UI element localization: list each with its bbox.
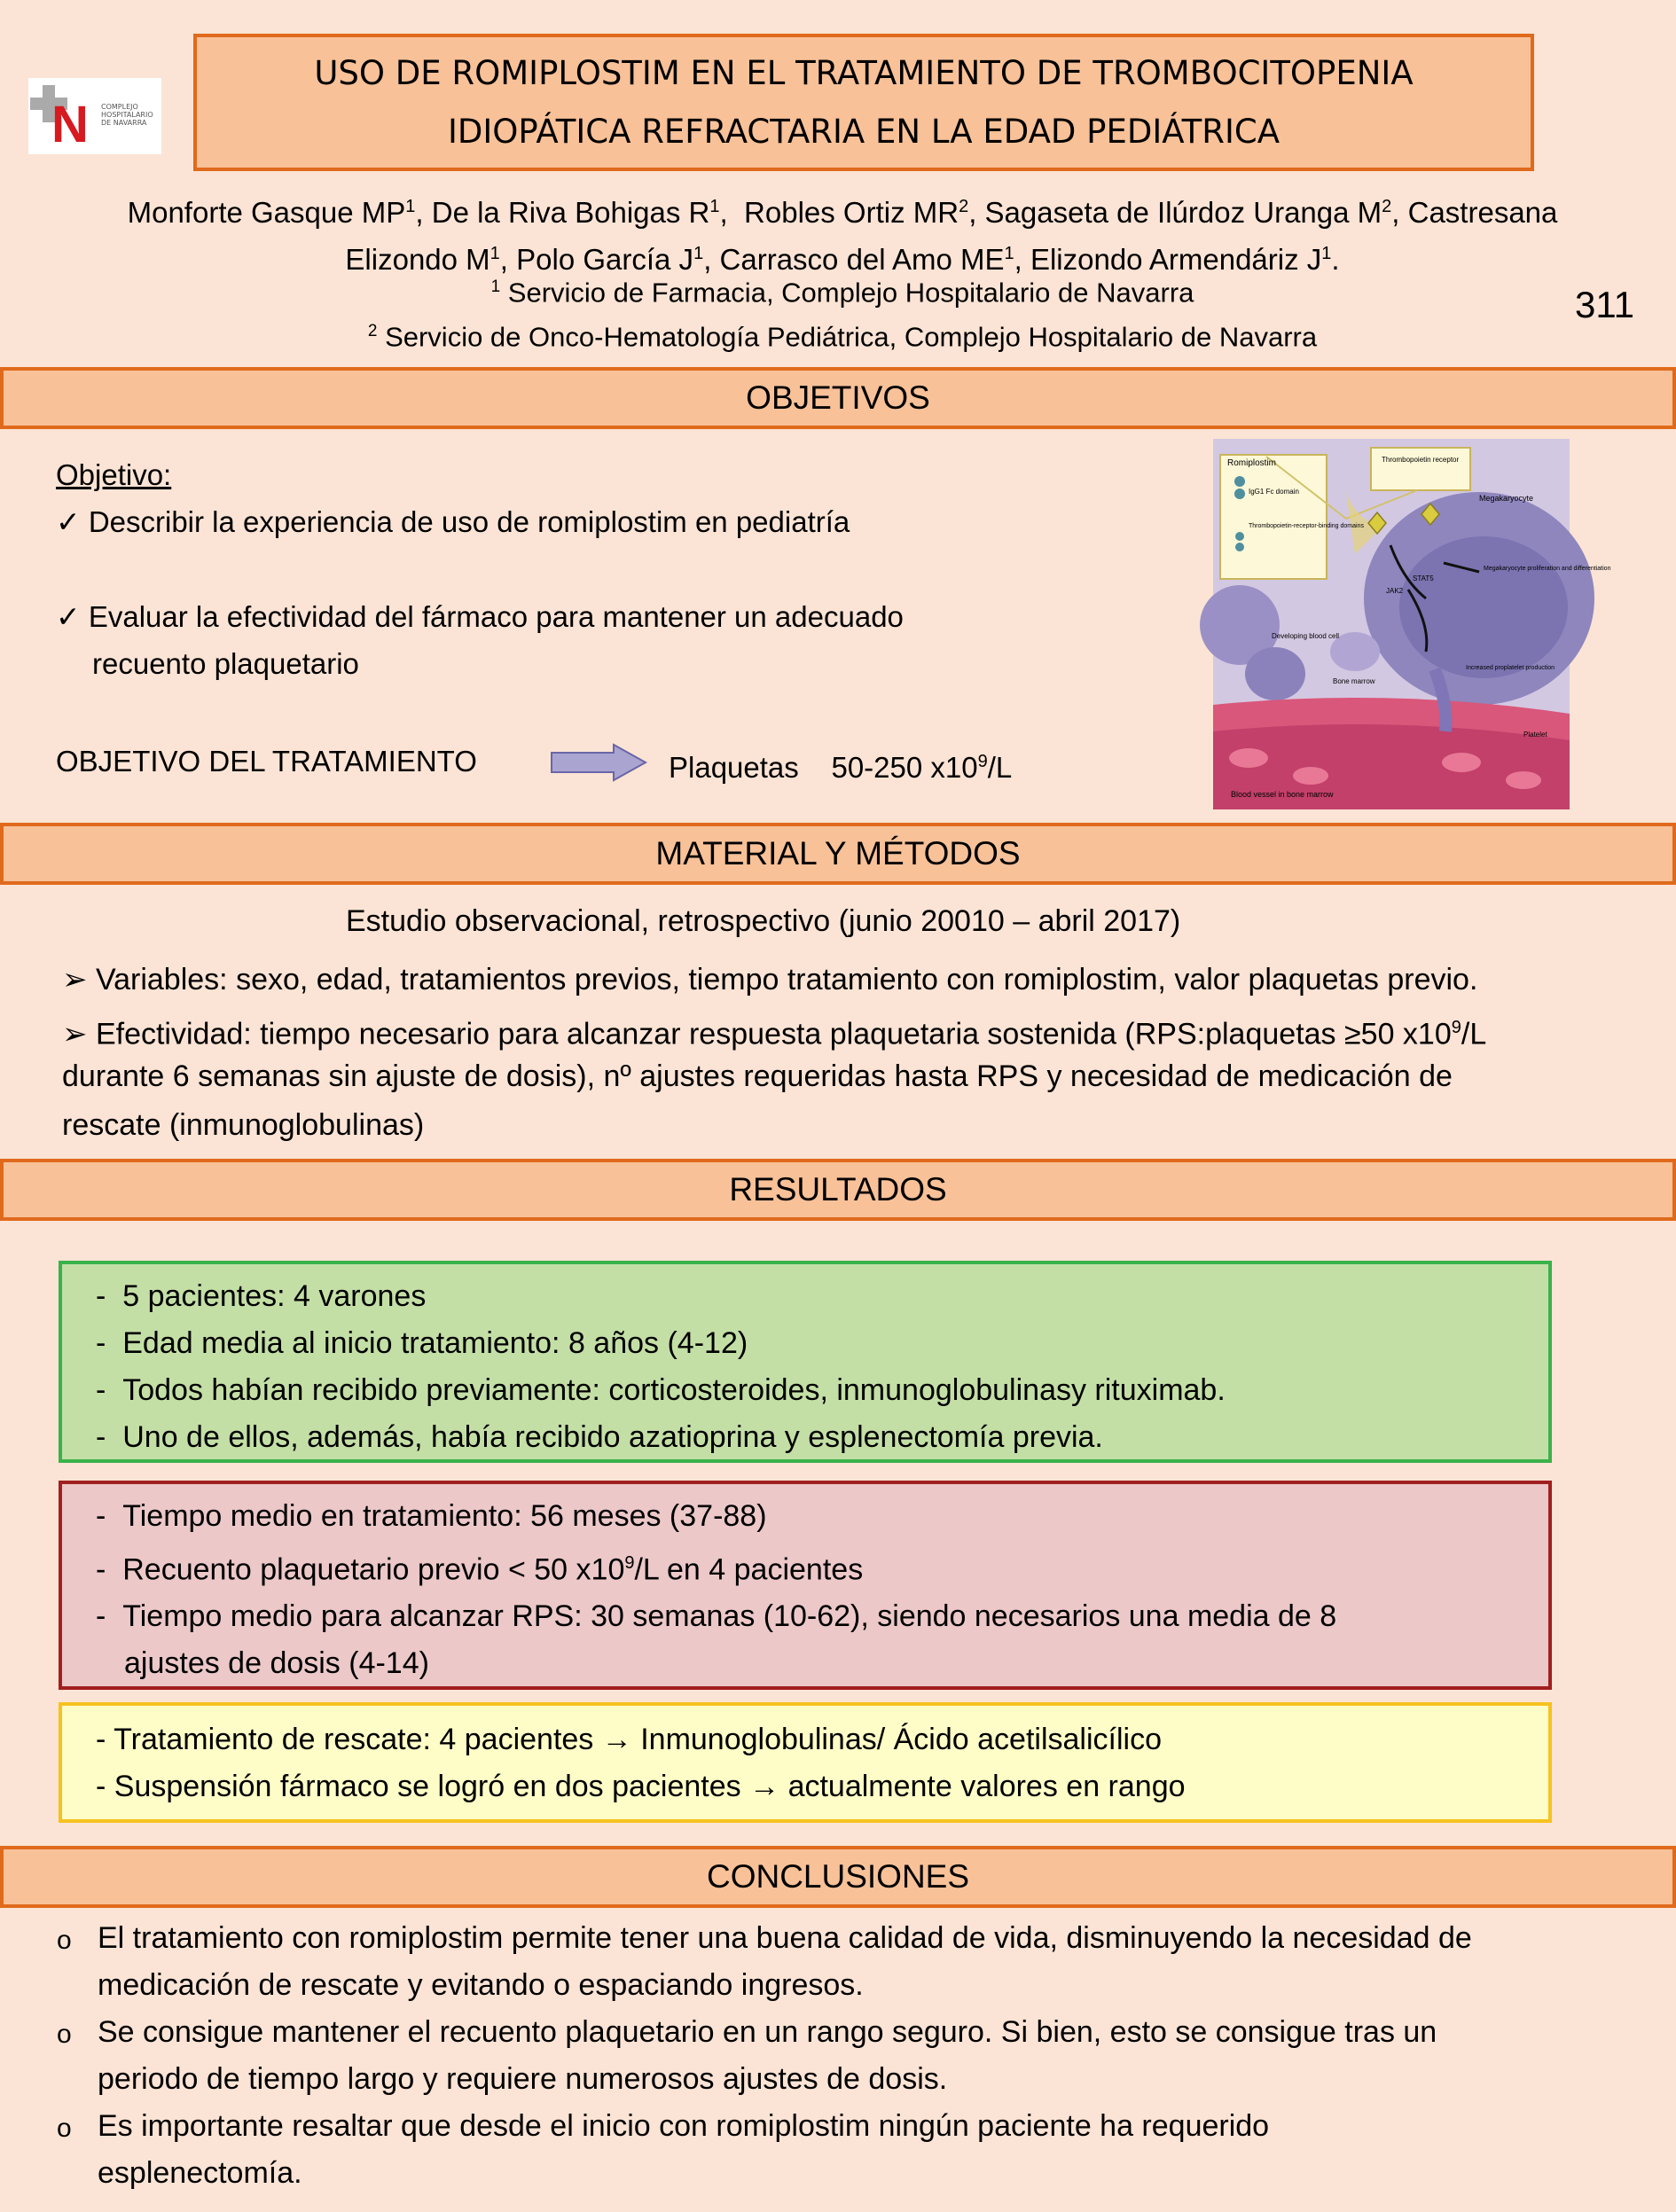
affiliation-line	[124, 312, 1561, 356]
result-age	[96, 1320, 1548, 1367]
authors-list	[124, 186, 1561, 280]
figure-label-megakaryocyte: Megakaryocyte	[1479, 494, 1534, 503]
right-arrow-icon: →	[749, 1770, 780, 1803]
author-affiliation-number: 1	[489, 244, 500, 263]
check-icon: ✓	[56, 600, 81, 633]
result-rps-time-text: Tiempo medio para alcanzar RPS: 30 semanas (10-62), siendo necesarios una media de 8	[122, 1599, 1337, 1634]
methods-variables	[62, 956, 1477, 1004]
circle-bullet-icon: o	[57, 1926, 72, 1955]
result-patients	[96, 1273, 1548, 1320]
check-icon: ✓	[56, 505, 81, 538]
author-separator: ,	[703, 243, 720, 276]
conclusions-list	[0, 1915, 1676, 2199]
arrow-bullet-icon: ➢	[62, 1017, 88, 1051]
author-name: Castresana Elizondo M	[345, 196, 1558, 276]
result-splenectomy-text: Uno de ellos, además, había recibido azatioprina y esplenectomía previa.	[122, 1420, 1103, 1454]
conclusion-3-cont: esplenectomía.	[98, 2156, 302, 2190]
result-treatment-time-text: Tiempo medio en tratamiento: 56 meses (37-88)	[122, 1499, 767, 1533]
poster-title-box	[193, 34, 1534, 171]
study-description: Estudio observacional, retrospectivo (junio 20010 – abril 2017)	[346, 904, 1181, 938]
dash: -	[96, 1420, 106, 1454]
methods-exponent: 9	[1451, 1018, 1461, 1037]
author-name: Monforte Gasque MP	[127, 196, 406, 229]
result-suspension	[96, 1763, 1548, 1810]
logo-text-line-1: COMPLEJO	[101, 103, 138, 111]
section-header-conclusiones: CONCLUSIONES	[0, 1846, 1676, 1908]
dash: -	[96, 1552, 106, 1587]
treatment-objective-target	[669, 739, 1012, 791]
logo-text	[101, 103, 153, 127]
platelets-unit: /L	[987, 751, 1013, 784]
author-separator: ,	[1391, 196, 1408, 229]
result-rps-time-cont: ajustes de dosis (4-14)	[124, 1646, 429, 1681]
methods-effectiveness-line-2: durante 6 semanas sin ajuste de dosis), nº ajustes requeridas hasta RPS y necesidad de medicación de	[62, 1059, 1453, 1093]
objetivo-heading: Objetivo:	[56, 458, 172, 491]
title-line-2: IDIOPÁTICA REFRACTARIA EN LA EDAD PEDIÁTRICA	[447, 113, 1280, 151]
dash: -	[96, 1373, 106, 1407]
figure-label-stat5: STAT5	[1413, 574, 1434, 582]
dash: -	[96, 1279, 106, 1313]
methods-effectiveness-line-3: rescate (inmunoglobulinas)	[62, 1108, 425, 1142]
affiliation-number: 2	[367, 322, 378, 341]
author-affiliation-number: 1	[405, 197, 416, 216]
platelets-label: Plaquetas	[669, 751, 799, 784]
author-name: Elizondo Armendáriz J	[1030, 243, 1322, 276]
platelets-exponent: 9	[977, 752, 988, 771]
author-name: Robles Ortiz MR	[744, 196, 959, 229]
logo-text-line-3: DE NAVARRA	[101, 119, 147, 127]
affiliation-text: Servicio de Farmacia, Complejo Hospitalario de Navarra	[500, 277, 1194, 309]
author-name: Polo García J	[516, 243, 694, 276]
results-box-treatment	[59, 1481, 1552, 1690]
methods-variables-text: Variables: sexo, edad, tratamientos previos, tiempo tratamiento con romiplostim, valor plaquetas previo.	[95, 963, 1478, 997]
conclusion-3: Es importante resaltar que desde el inicio con romiplostim ningún paciente ha requerido	[98, 2109, 1270, 2143]
figure-label-bone-marrow: Bone marrow	[1333, 677, 1375, 685]
title-line-1: USO DE ROMIPLOSTIM EN EL TRATAMIENTO DE TROMBOCITOPENIA	[314, 54, 1414, 92]
result-age-text: Edad media al inicio tratamiento: 8 años (4-12)	[122, 1326, 748, 1360]
objetivo-item-2	[56, 594, 904, 640]
result-platelet-count-text: Recuento plaquetario previo < 50 x10	[122, 1552, 625, 1587]
treatment-objective-label: OBJETIVO DEL TRATAMIENTO	[56, 745, 477, 778]
affiliations	[124, 268, 1561, 357]
figure-label-increased: Increased proplatelet production	[1466, 665, 1555, 671]
result-platelet-exponent: 9	[624, 1553, 635, 1573]
result-rescue-text: - Tratamiento de rescate: 4 pacientes	[96, 1723, 594, 1756]
dash: -	[96, 1326, 106, 1360]
poster-number: 311	[1575, 284, 1634, 325]
figure-label-proliferation: Megakaryocyte proliferation and differentiation	[1484, 566, 1611, 572]
conclusion-2-cont: periodo de tiempo largo y requiere numerosos ajustes de dosis.	[98, 2062, 948, 2096]
methods-effectiveness	[62, 1004, 1486, 1059]
author-separator: ,	[968, 196, 985, 229]
section-header-metodos: MATERIAL Y MÉTODOS	[0, 823, 1676, 885]
result-rescue	[96, 1716, 1548, 1763]
dash: -	[96, 1499, 106, 1533]
conclusion-1-cont: medicación de rescate y evitando o espaciando ingresos.	[98, 1968, 864, 2002]
logo-n-letter: N	[51, 96, 89, 153]
poster-title	[197, 37, 1531, 161]
author-affiliation-number: 1	[1004, 244, 1014, 263]
author-separator: ,	[499, 243, 517, 276]
result-rescue-drugs: Inmunoglobulinas/ Ácido acetilsalicílico	[640, 1723, 1162, 1756]
circle-bullet-icon: o	[57, 2114, 72, 2143]
objetivo-item-1-text: Describir la experiencia de uso de romiplostim en pediatría	[88, 505, 850, 538]
author-separator: ,	[719, 196, 745, 229]
section-header-objetivos: OBJETIVOS	[0, 367, 1676, 429]
section-header-resultados: RESULTADOS	[0, 1159, 1676, 1221]
author-affiliation-number: 1	[709, 197, 720, 216]
platelets-range: 50-250 x10	[831, 751, 978, 784]
objetivo-item-2-cont: recuento plaquetario	[92, 647, 359, 680]
figure-label-developing: Developing blood cell	[1272, 632, 1340, 640]
results-box-demographics	[59, 1261, 1552, 1463]
author-separator: .	[1331, 243, 1340, 276]
figure-label-platelet: Platelet	[1523, 731, 1547, 739]
figure-label-binding: Thrombopoietin-receptor-binding domains	[1249, 523, 1364, 529]
affiliation-text: Servicio de Onco-Hematología Pediátrica, Complejo Hospitalario de Navarra	[377, 321, 1318, 353]
author-separator: ,	[415, 196, 432, 229]
dash: -	[96, 1599, 106, 1634]
objetivo-item-2-text: Evaluar la efectividad del fármaco para mantener un adecuado	[88, 600, 904, 633]
author-name: Sagaseta de Ilúrdoz Uranga M	[984, 196, 1382, 229]
results-box-rescue	[59, 1702, 1552, 1823]
result-prior-treatments-text: Todos habían recibido previamente: corticosteroides, inmunoglobulinasy rituximab.	[122, 1373, 1226, 1407]
circle-bullet-icon: o	[57, 2020, 72, 2049]
figure-label-vessel: Blood vessel in bone marrow	[1231, 790, 1334, 799]
result-platelet-count	[96, 1540, 1548, 1593]
methods-effectiveness-text: Efectividad: tiempo necesario para alcanzar respuesta plaquetaria sostenida (RPS:plaquetas ≥50 x10	[95, 1017, 1452, 1051]
figure-label-receptor: Thrombopoietin receptor	[1382, 456, 1460, 464]
figure-label-romiplostim: Romiplostim	[1227, 458, 1277, 468]
result-splenectomy	[96, 1414, 1548, 1461]
author-affiliation-number: 2	[1382, 197, 1392, 216]
figure-label-igg1: IgG1 Fc domain	[1249, 488, 1299, 496]
mechanism-illustration	[1213, 439, 1611, 809]
result-rps-time	[96, 1593, 1548, 1640]
logo-text-line-2: HOSPITALARIO	[101, 111, 153, 119]
author-name: Carrasco del Amo ME	[719, 243, 1005, 276]
affiliation-line	[124, 268, 1561, 312]
result-patients-text: 5 pacientes: 4 varones	[122, 1279, 427, 1313]
conclusion-1: El tratamiento con romiplostim permite tener una buena calidad de vida, disminuyendo la necesidad de	[98, 1921, 1472, 1955]
result-prior-treatments	[96, 1367, 1548, 1414]
author-separator: ,	[1014, 243, 1030, 276]
conclusion-2: Se consigue mantener el recuento plaquetario en un rango seguro. Si bien, esto se consigue tras un	[98, 2015, 1437, 2049]
affiliation-number: 1	[490, 277, 501, 296]
arrow-bullet-icon: ➢	[62, 963, 88, 997]
author-affiliation-number: 1	[1321, 244, 1332, 263]
romiplostim-mechanism-figure	[1213, 439, 1611, 809]
hospital-logo	[28, 78, 161, 154]
author-name: De la Riva Bohigas R	[431, 196, 710, 229]
methods-unit: /L	[1461, 1017, 1487, 1051]
objetivo-item-1	[56, 499, 850, 545]
author-affiliation-number: 2	[959, 197, 969, 216]
right-arrow-icon: →	[601, 1723, 632, 1756]
result-treatment-time	[96, 1493, 1548, 1540]
result-platelet-unit: /L en 4 pacientes	[634, 1552, 864, 1587]
author-affiliation-number: 1	[693, 244, 704, 263]
result-suspension-text: - Suspensión fármaco se logró en dos pacientes	[96, 1770, 741, 1803]
result-suspension-outcome: actualmente valores en rango	[787, 1770, 1186, 1803]
figure-label-jak2: JAK2	[1386, 587, 1404, 595]
right-arrow-icon	[550, 743, 647, 782]
